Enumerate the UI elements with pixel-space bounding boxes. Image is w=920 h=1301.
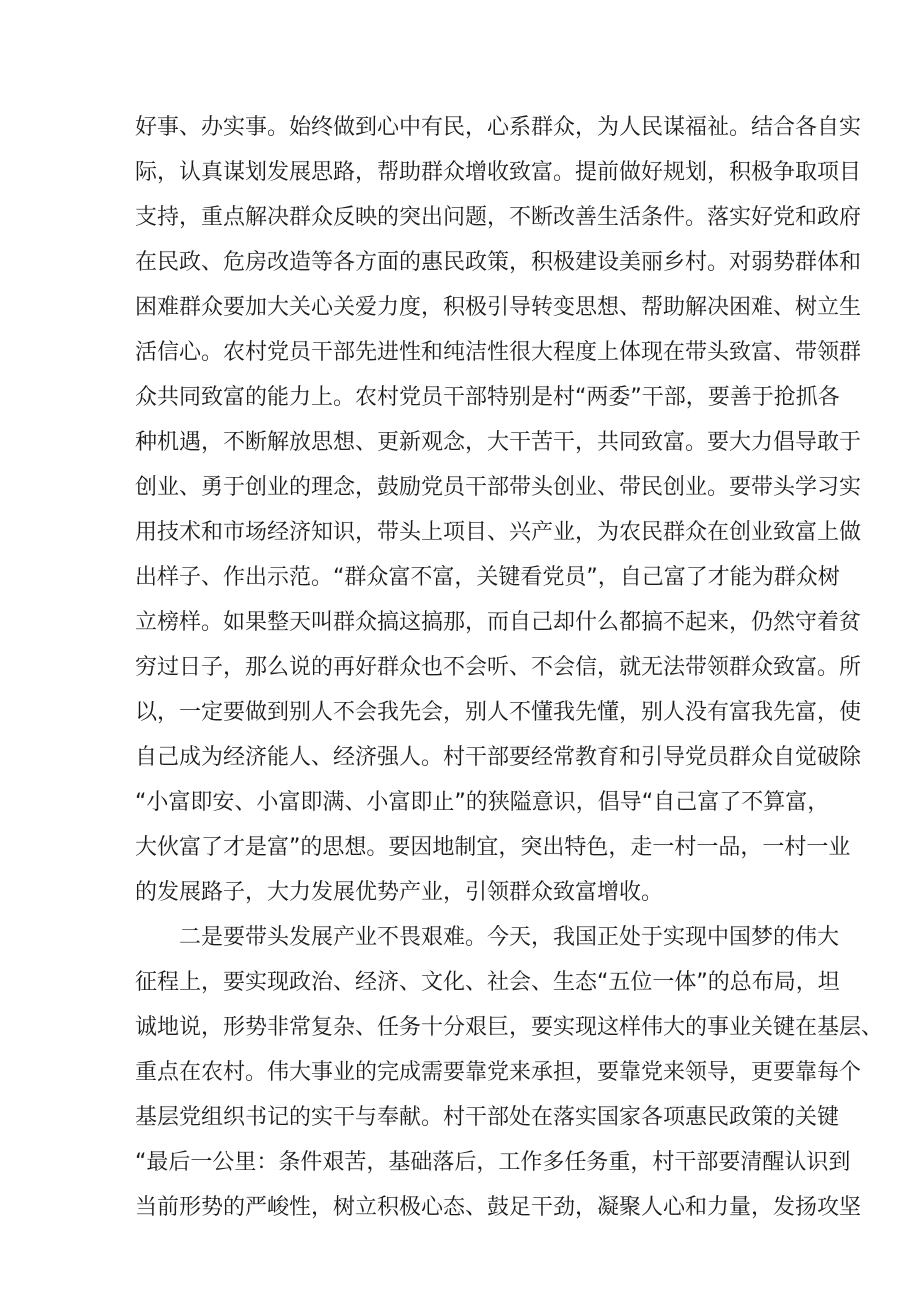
paragraph-1-line: 以，一定要做到别人不会我先会，别人不懂我先懂，别人没有富我先富，使 <box>135 700 862 725</box>
paragraph-1-line: 好事、办实事。始终做到心中有民，心系群众，为人民谋福祉。结合各自实 <box>135 115 862 140</box>
paragraph-1-line: 困难群众要加大关心关爱力度，积极引导转变思想、帮助解决困难、树立生 <box>135 295 862 320</box>
paragraph-1-line: 穷过日子，那么说的再好群众也不会听、不会信，就无法带领群众致富。所 <box>135 655 862 680</box>
paragraph-2-line: 征程上，要实现政治、经济、文化、社会、生态“五位一体”的总布局，坦 <box>135 970 840 995</box>
paragraph-1-line: 的发展路子，大力发展优势产业，引领群众致富增收。 <box>135 880 664 905</box>
paragraph-1-line: 支持，重点解决群众反映的突出问题，不断改善生活条件。落实好党和政府 <box>135 205 862 230</box>
paragraph-1-line: 创业、勇于创业的理念，鼓励党员干部带头创业、带民创业。要带头学习实 <box>135 475 862 500</box>
paragraph-1-line: 际，认真谋划发展思路，帮助群众增收致富。提前做好规划，积极争取项目 <box>135 160 862 185</box>
paragraph-2-line: 重点在农村。伟大事业的完成需要靠党来承担，要靠党来领导，更要靠每个 <box>135 1060 862 1085</box>
paragraph-2-line: 基层党组织书记的实干与奉献。村干部处在落实国家各项惠民政策的关键 <box>135 1105 840 1130</box>
paragraph-1-line: 众共同致富的能力上。农村党员干部特别是村“两委”干部，要善于抢抓各 <box>135 385 840 410</box>
paragraph-2-line: 当前形势的严峻性，树立积极心态、鼓足干劲，凝聚人心和力量，发扬攻坚 <box>135 1195 862 1220</box>
paragraph-2-line: 二是要带头发展产业不畏艰难。今天，我国正处于实现中国梦的伟大 <box>179 925 840 950</box>
paragraph-1-line: 出样子、作出示范。“群众富不富，关键看党员”，自己富了才能为群众树 <box>135 565 840 590</box>
paragraph-1-line: 在民政、危房改造等各方面的惠民政策，积极建设美丽乡村。对弱势群体和 <box>135 250 862 275</box>
paragraph-2-line: 诚地说，形势非常复杂、任务十分艰巨，要实现这样伟大的事业关键在基层、 <box>135 1015 884 1040</box>
paragraph-1-line: “小富即安、小富即满、小富即止”的狭隘意识，倡导“自己富了不算富， <box>135 790 830 815</box>
paragraph-1-line: 自己成为经济能人、经济强人。村干部要经常教育和引导党员群众自觉破除 <box>135 745 862 770</box>
paragraph-1-line: 用技术和市场经济知识，带头上项目、兴产业，为农民群众在创业致富上做 <box>135 520 862 545</box>
paragraph-1-line: 活信心。农村党员干部先进性和纯洁性很大程度上体现在带头致富、带领群 <box>135 340 862 365</box>
paragraph-1-line: 大伙富了才是富”的思想。要因地制宜，突出特色，走一村一品，一村一业 <box>135 835 851 860</box>
paragraph-1-line: 立榜样。如果整天叫群众搞这搞那，而自己却什么都搞不起来，仍然守着贫 <box>135 610 862 635</box>
paragraph-2-line: “最后一公里：条件艰苦，基础落后，工作多任务重，村干部要清醒认识到 <box>135 1150 851 1175</box>
paragraph-1-line: 种机遇，不断解放思想、更新观念，大干苦干，共同致富。要大力倡导敢于 <box>135 430 862 455</box>
